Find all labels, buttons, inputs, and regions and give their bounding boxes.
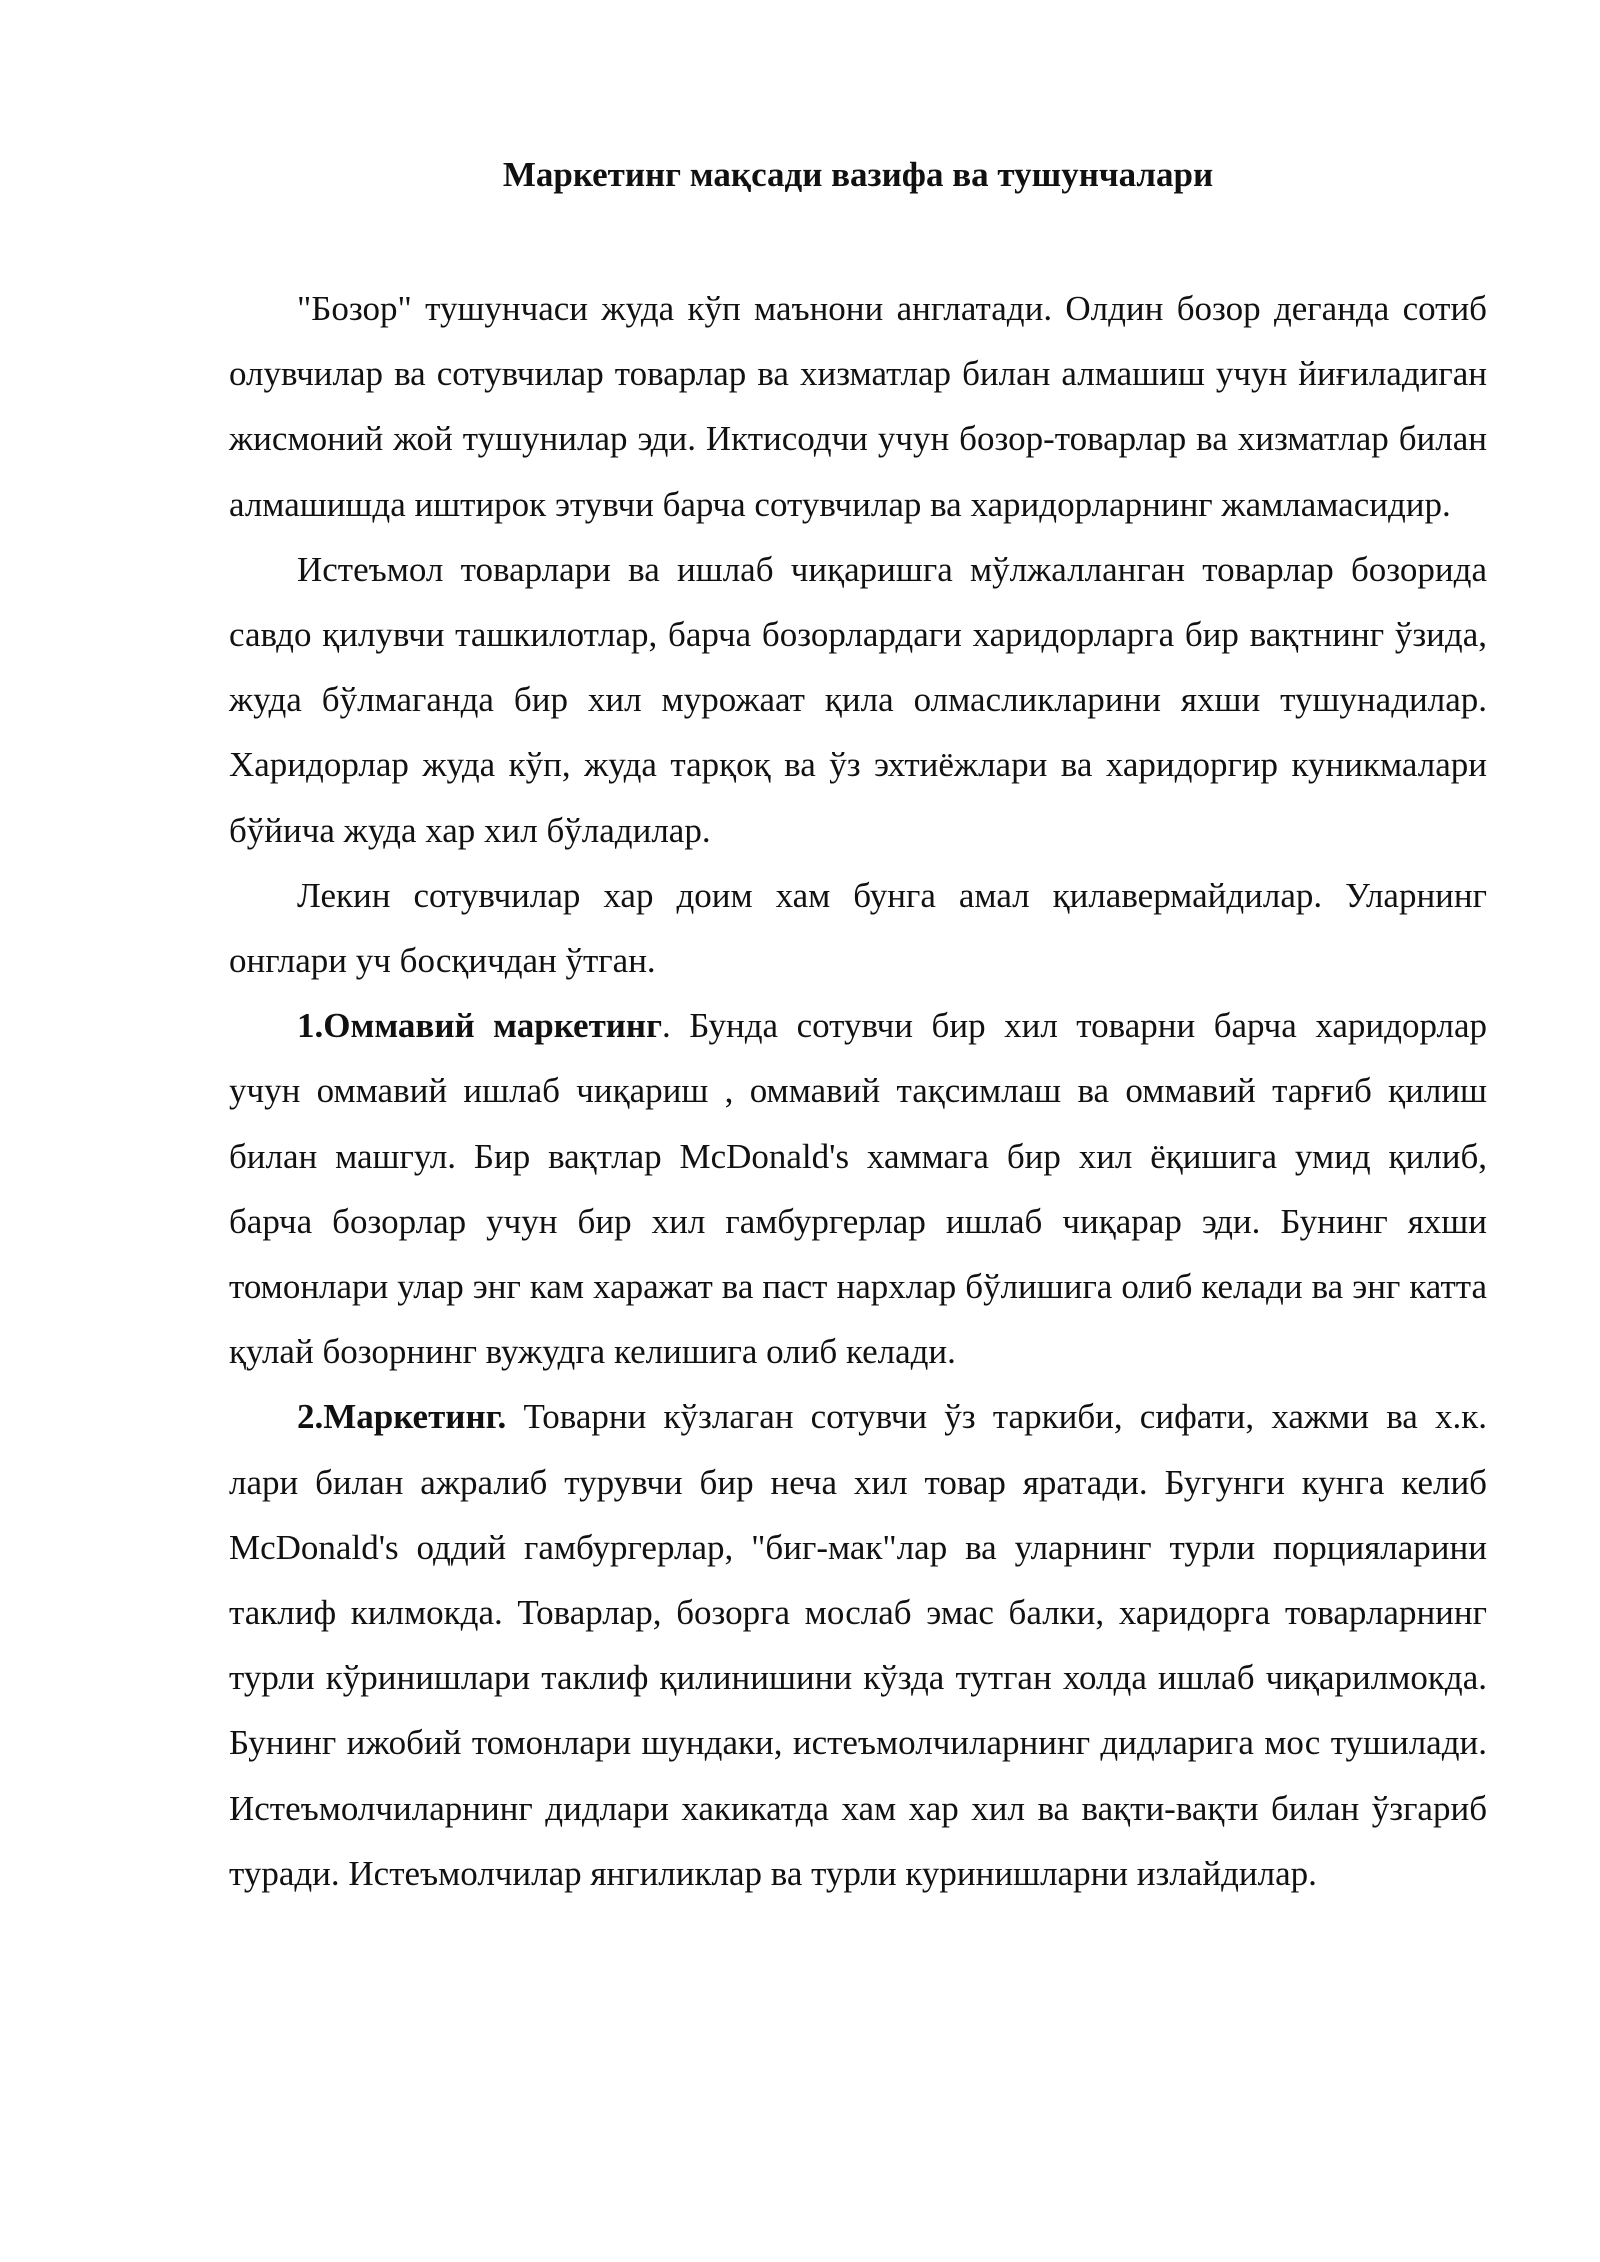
paragraph-mass-marketing	[229, 993, 1487, 1384]
paragraph-consumer-goods	[229, 537, 1487, 863]
paragraph-text: Истеъмол товарлари ва ишлаб чиқаришга мўлжалланган товарлар бозорида савдо қилувчи ташкилотлар, барча бозорлардаги харидорларга бир вақтнинг ўзида, жуда бўлмаганда бир хил мурожаат қила олмасликларини яхши тушунадилар. Харидорлар жуда кўп, жуда тарқоқ ва ўз эхтиёжлари ва харидоргир куникмалари бўйича жуда хар хил бўладилар.	[229, 549, 1487, 850]
paragraph-text: . Бунда сотувчи бир хил товарни барча харидорлар учун оммавий ишлаб чиқариш , оммавий тақсимлаш ва оммавий тарғиб қилиш билан машгул. Бир вақтлар McDonald's хаммага бир хил ёқишига умид қилиб, барча бозорлар учун бир хил гамбургерлар ишлаб чиқарар эди. Бунинг яхши томонлари улар энг кам харажат ва паст нархлар бўлишига олиб келади ва энг катта қулай бозорнинг вужудга келишига олиб келади.	[229, 1006, 1487, 1372]
paragraph-product-marketing	[229, 1384, 1487, 1906]
paragraph-text: Лекин сотувчилар хар доим хам бунга амал қилавермайдилар. Уларнинг онглари уч босқичдан ўтган.	[229, 875, 1487, 981]
document-body	[229, 276, 1487, 1906]
page-title: Маркетинг мақсади вазифа ва тушунчалари	[502, 155, 1214, 194]
paragraph-heading: 1.Оммавий маркетинг	[297, 1006, 662, 1046]
paragraph-three-stages	[229, 863, 1487, 993]
paragraph-text: "Бозор" тушунчаси жуда кўп маънони англатади. Олдин бозор деганда сотиб олувчилар ва сотувчилар товарлар ва хизматлар билан алмашиш учун йиғиладиган жисмоний жой тушунилар эди. Иктисодчи учун бозор-товарлар ва хизматлар билан алмашишда иштирок этувчи барча сотувчилар ва харидорларнинг жамламасидир.	[229, 289, 1487, 524]
paragraph-bozor-definition	[229, 276, 1487, 537]
paragraph-text: Товарни кўзлаган сотувчи ўз таркиби, сифати, хажми ва х.к. лари билан ажралиб турувчи бир неча хил товар яратади. Бугунги кунга келиб McDonald's оддий гамбургерлар, "биг-мак"лар ва уларнинг турли порцияларини таклиф килмокда. Товарлар, бозорга мослаб эмас балки, харидорга товарларнинг турли кўринишлари таклиф қилинишини кўзда тутган холда ишлаб чиқарилмокда. Бунинг ижобий томонлари шундаки, истеъмолчиларнинг дидларига мос тушилади. Истеъмолчиларнинг дидлари хакикатда хам хар хил ва вақти-вақти билан ўзгариб туради. Истеъмолчилар янгиликлар ва турли куринишларни излайдилар.	[229, 1397, 1487, 1893]
paragraph-heading: 2.Маркетинг.	[297, 1397, 507, 1437]
